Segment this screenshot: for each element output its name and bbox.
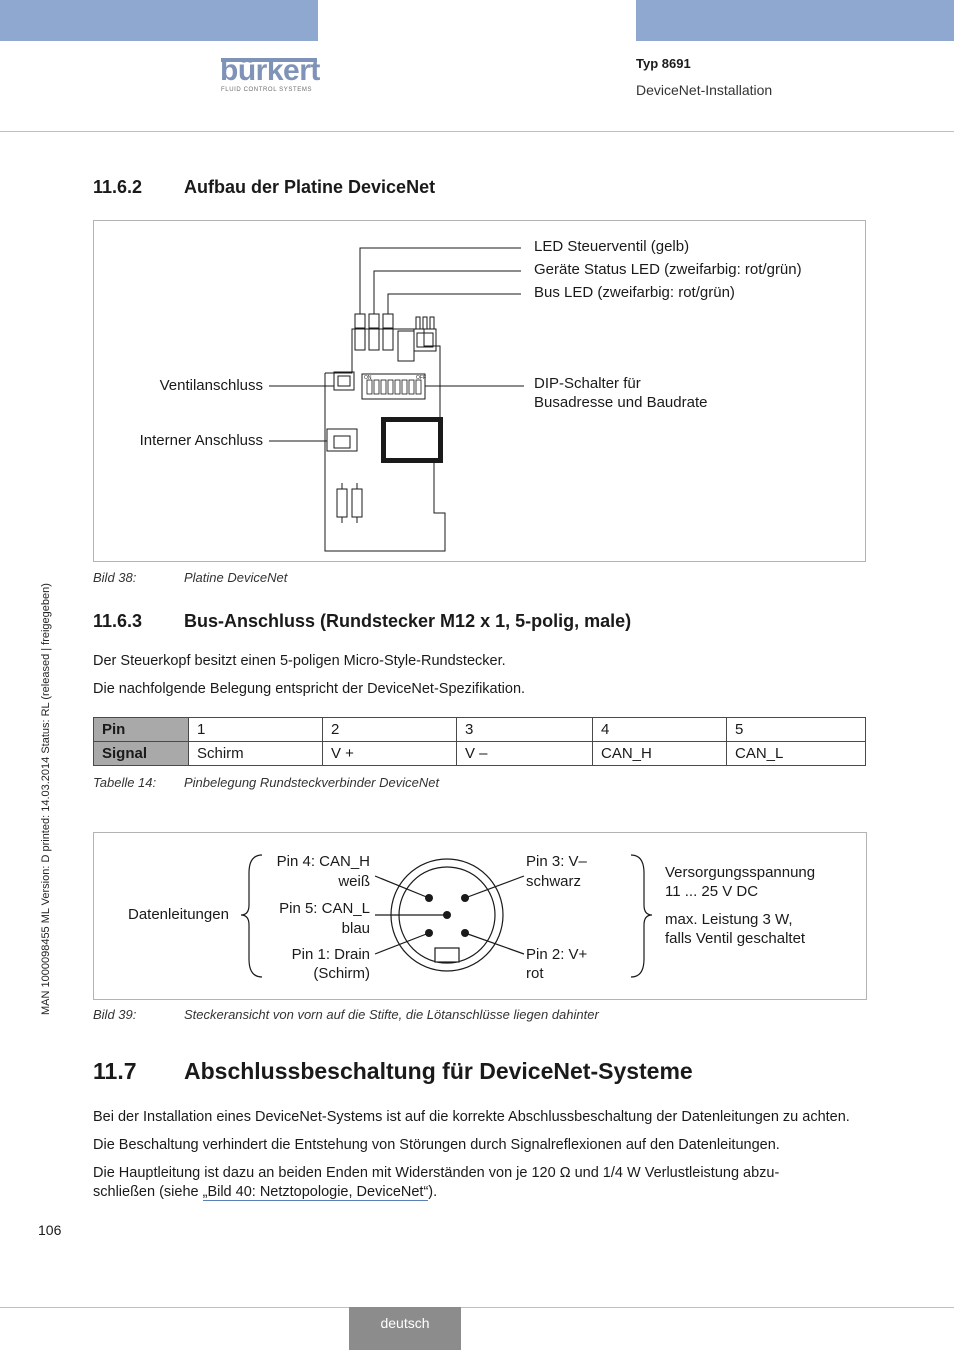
paragraph: Die Hauptleitung ist dazu an beiden Enden mit Widerständen von je 120 Ω und 1/4 W Verlustleistung abzu- (93, 1165, 780, 1181)
section-title: Aufbau der Platine DeviceNet (184, 177, 436, 197)
caption-label: Bild 38: (93, 570, 137, 585)
label-power: max. Leistung 3 W, (665, 911, 793, 928)
pin-1 (425, 929, 433, 937)
language-tab[interactable]: deutsch (349, 1307, 461, 1350)
page-number: 106 (38, 1222, 62, 1238)
label-valve-connection: Ventilanschluss (159, 377, 263, 394)
pin-3 (461, 894, 469, 902)
logo: bürkert (220, 54, 320, 87)
label-pin1-sub: (Schirm) (313, 965, 370, 982)
table-cell: V + (323, 742, 457, 766)
label-supply: Versorgungsspannung (665, 864, 816, 881)
figure-caption-39 (93, 1007, 793, 1025)
table-caption-14 (93, 775, 793, 793)
table-row (94, 718, 866, 742)
header-bar-left (0, 0, 318, 41)
caption-text: Platine DeviceNet (184, 570, 288, 585)
section-title: Abschlussbeschaltung für DeviceNet-Systeme (184, 1058, 693, 1084)
label-power-cond: falls Ventil geschaltet (665, 930, 806, 947)
table-cell: 1 (189, 718, 323, 742)
table-cell: 2 (323, 718, 457, 742)
type-label: Typ 8691 (636, 56, 691, 71)
logo-subtitle: FLUID CONTROL SYSTEMS (221, 87, 313, 93)
table-cell: 5 (727, 718, 866, 742)
label-pin5-color: blau (341, 920, 370, 937)
paragraph (93, 1183, 437, 1202)
caption-label: Bild 39: (93, 1007, 137, 1022)
paragraph: Bei der Installation eines DeviceNet-Systems ist auf die korrekte Abschlussbeschaltung der Datenleitungen zu achten. (93, 1109, 850, 1125)
table-row (94, 742, 866, 766)
label-pin4-color: weiß (338, 873, 370, 890)
svg-text:OFF: OFF (416, 375, 426, 381)
paragraph: Die Beschaltung verhindert die Entstehung von Störungen durch Signalreflexionen auf den Datenleitungen. (93, 1137, 780, 1153)
section-number: 11.6.3 (93, 611, 143, 631)
side-print-info: MAN 1000098455 ML Version: D printed: 14.03.2014 Status: RL (released | freigegeben) (40, 583, 52, 1015)
label-pin5: Pin 5: CAN_L (279, 900, 370, 917)
pin-4 (425, 894, 433, 902)
header-divider (0, 131, 954, 132)
table-cell: CAN_H (593, 742, 727, 766)
header-bar-right (636, 0, 954, 41)
paragraph-text: schließen (siehe (93, 1184, 203, 1200)
label-dip-line2: Busadresse und Baudrate (534, 394, 708, 411)
section-number: 11.6.2 (93, 177, 143, 197)
section-label: DeviceNet-Installation (636, 82, 773, 98)
paragraph-text: ). (428, 1184, 438, 1200)
caption-text: Pinbelegung Rundsteckverbinder DeviceNet (184, 775, 440, 790)
table-cell: Signal (94, 742, 189, 766)
paragraph: Die nachfolgende Belegung entspricht der DeviceNet-Spezifikation. (93, 681, 526, 697)
section-heading-117 (93, 1058, 873, 1088)
label-dip-line1: DIP-Schalter für (534, 375, 641, 392)
table-cell: Pin (94, 718, 189, 742)
table-cell: 4 (593, 718, 727, 742)
table-cell: V – (457, 742, 593, 766)
pin-table (93, 717, 866, 766)
label-internal-connection: Interner Anschluss (139, 432, 263, 449)
caption-text: Steckeransicht von vorn auf die Stifte, die Lötanschlüsse liegen dahinter (184, 1007, 599, 1022)
label-supply-range: 11 ... 25 V DC (665, 883, 759, 900)
paragraph: Der Steuerkopf besitzt einen 5-poligen Micro-Style-Rundstecker. (93, 653, 506, 669)
label-led-valve: LED Steuerventil (gelb) (534, 238, 690, 255)
section-number: 11.7 (93, 1058, 137, 1084)
figure-circuit-board (93, 220, 866, 562)
label-pin4: Pin 4: CAN_H (276, 853, 370, 870)
pin-5 (443, 911, 451, 919)
label-bus-led: Bus LED (zweifarbig: rot/grün) (534, 284, 735, 301)
figure-40-link[interactable]: „Bild 40: Netztopologie, DeviceNet“ (202, 1184, 429, 1200)
label-data-lines: Datenleitungen (128, 906, 229, 923)
label-pin2-color: rot (526, 965, 544, 982)
footer-divider (0, 1307, 954, 1308)
label-pin1: Pin 1: Drain (291, 946, 370, 963)
section-title: Bus-Anschluss (Rundstecker M12 x 1, 5-polig, male) (184, 611, 632, 631)
table-cell: 3 (457, 718, 593, 742)
label-pin3-color: schwarz (526, 873, 582, 890)
svg-text:ON: ON (364, 375, 372, 381)
table-cell: CAN_L (727, 742, 866, 766)
label-pin3: Pin 3: V– (526, 853, 587, 870)
figure-caption-38 (93, 570, 793, 588)
label-status-led: Geräte Status LED (zweifarbig: rot/grün) (534, 261, 802, 278)
label-pin2: Pin 2: V+ (526, 946, 588, 963)
figure-connector (93, 832, 867, 1000)
pin-2 (461, 929, 469, 937)
table-cell: Schirm (189, 742, 323, 766)
caption-label: Tabelle 14: (93, 775, 157, 790)
